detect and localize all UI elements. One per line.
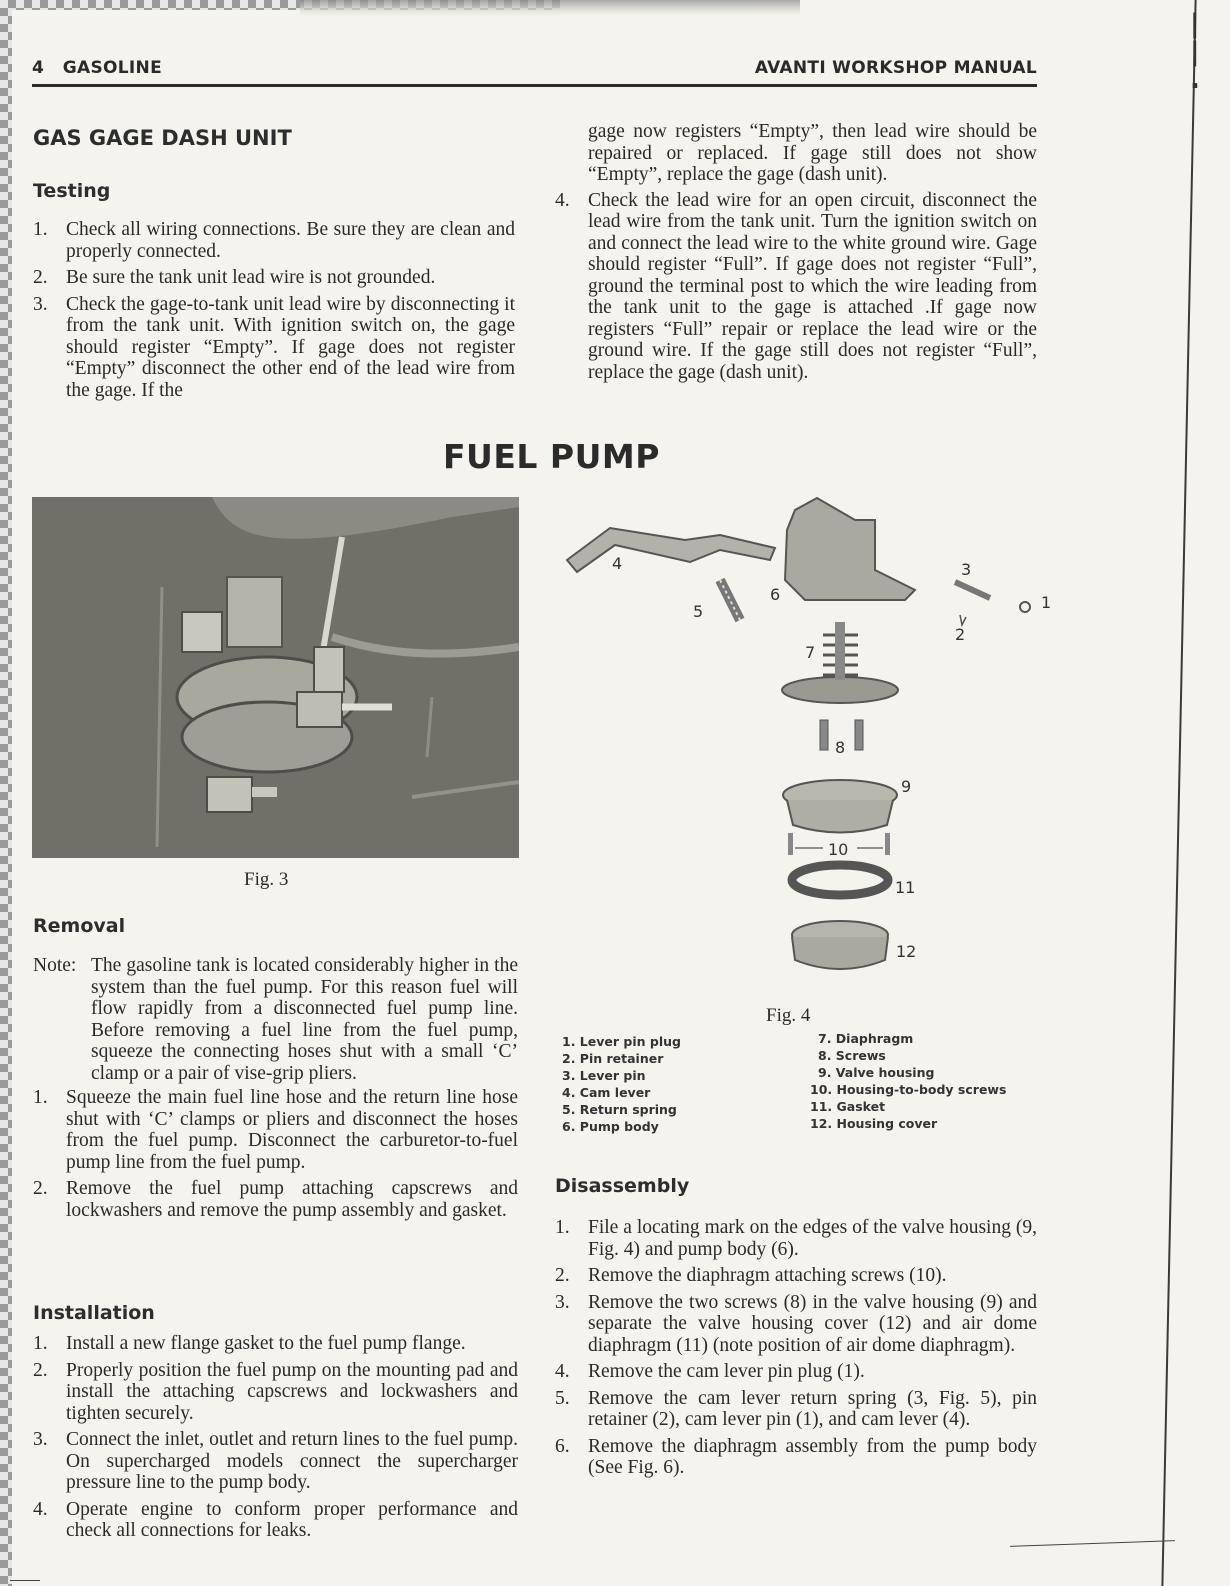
fig4-label-7: 7 bbox=[805, 643, 816, 662]
step-text: File a locating mark on the edges of the valve housing (9, Fig. 4) and pump body (6). bbox=[588, 1217, 1037, 1260]
fig4-label-2: 2 bbox=[955, 625, 966, 644]
step-number: 2. bbox=[33, 267, 48, 288]
testing-step-continued: gage now registers “Empty”, then lead wire should be repaired or replaced. If gage still does not show “Empty”, replace the gage (dash unit). bbox=[588, 121, 1037, 185]
fig4-label-3: 3 bbox=[961, 560, 972, 579]
housing-cover-part bbox=[792, 921, 888, 969]
step-text: Install a new flange gasket to the fuel pump flange. bbox=[66, 1333, 466, 1354]
parts-list-item: 1. Lever pin plug bbox=[562, 1034, 681, 1049]
installation-step bbox=[33, 1333, 518, 1355]
scan-smudge bbox=[300, 0, 800, 16]
parts-list-item: 10. Housing-to-body screws bbox=[810, 1082, 1007, 1097]
step-number: 1. bbox=[555, 1217, 570, 1238]
fig4-label-10: 10 bbox=[828, 840, 849, 859]
testing-heading: Testing bbox=[33, 180, 111, 202]
step-text: Properly position the fuel pump on the mounting pad and install the attaching capscrews and lockwashers and tighten securely. bbox=[66, 1359, 518, 1424]
section-name: GASOLINE bbox=[62, 58, 163, 78]
installation-step bbox=[33, 1499, 518, 1542]
removal-step bbox=[33, 1178, 518, 1221]
disassembly-heading: Disassembly bbox=[555, 1175, 690, 1197]
fig4-caption: Fig. 4 bbox=[766, 1005, 811, 1026]
testing-steps-left bbox=[33, 219, 515, 406]
parts-list-item: 8. Screws bbox=[818, 1048, 886, 1063]
step-number: 6. bbox=[555, 1435, 570, 1457]
step-text: Remove the diaphragm assembly from the pump body (See Fig. 6). bbox=[588, 1435, 1037, 1478]
step-number: 2. bbox=[33, 1359, 48, 1381]
step-number: 4. bbox=[555, 1361, 570, 1382]
disassembly-step bbox=[555, 1217, 1037, 1260]
step-number: 3. bbox=[33, 1429, 48, 1450]
fig4-label-8: 8 bbox=[835, 738, 846, 757]
installation-section bbox=[33, 1333, 518, 1547]
lever-pin-part bbox=[955, 582, 990, 598]
step-number: 1. bbox=[33, 219, 48, 240]
fig3-caption: Fig. 3 bbox=[244, 869, 289, 890]
parts-list-item: 4. Cam lever bbox=[562, 1085, 651, 1100]
disassembly-step bbox=[555, 1265, 1037, 1287]
step-number: 2. bbox=[555, 1265, 570, 1286]
removal-heading: Removal bbox=[33, 915, 126, 937]
manual-title: AVANTI WORKSHOP MANUAL bbox=[754, 58, 1037, 78]
parts-list-item: 2. Pin retainer bbox=[562, 1051, 664, 1066]
step-number: 1. bbox=[33, 1333, 48, 1354]
lever-pin-plug-part bbox=[1020, 602, 1030, 612]
step-text: Squeeze the main fuel line hose and the return line hose shut with ‘C’ clamps or pliers and disconnect the hoses from the fuel pump. Disconnect the carburetor-to-fuel pump line from the fuel pump. bbox=[66, 1087, 518, 1173]
disassembly-step bbox=[555, 1436, 1037, 1479]
step-number: 5. bbox=[555, 1387, 570, 1409]
installation-step bbox=[33, 1429, 518, 1494]
disassembly-step bbox=[555, 1292, 1037, 1357]
step-text: Check the lead wire for an open circuit, disconnect the lead wire from the tank unit. Turn the ignition switch on and connect the lead wire to the white ground wire. Gage should register “Full”. If gage does not register “Full”, ground the terminal post to which the wire leading from the tank unit to the gage is attached .If gage now registers “Full” repair or replace the lead wire or the ground wire. If the gage still does not register “Full”, replace the gage (dash unit). bbox=[588, 189, 1037, 383]
page-corner-mark bbox=[10, 1580, 40, 1581]
step-text: Check all wiring connections. Be sure they are clean and properly connected. bbox=[66, 219, 515, 262]
fig4-label-5: 5 bbox=[693, 602, 704, 621]
page-header bbox=[32, 58, 1037, 87]
page-number: 4 bbox=[32, 58, 45, 78]
testing-step bbox=[33, 294, 515, 402]
step-text: Be sure the tank unit lead wire is not grounded. bbox=[66, 267, 436, 288]
parts-list-right bbox=[810, 1030, 1006, 1132]
disassembly-step bbox=[555, 1361, 1037, 1383]
pin-retainer-part bbox=[960, 615, 966, 625]
note-text: The gasoline tank is located considerably higher in the system than the fuel pump. For this reason fuel will flow rapidly from a disconnected fuel pump line. Before removing a fuel line from the fuel pump, squeeze the connecting hoses shut with a small ‘C’ clamp or a pair of vise-grip pliers. bbox=[91, 955, 518, 1084]
parts-list-item: 12. Housing cover bbox=[810, 1116, 938, 1131]
step-text: Remove the cam lever pin plug (1). bbox=[588, 1361, 865, 1382]
valve-housing-part bbox=[783, 780, 897, 833]
step-text: Operate engine to conform proper performance and check all connections for leaks. bbox=[66, 1498, 518, 1541]
fig3-photo bbox=[32, 497, 519, 858]
parts-list-item: 9. Valve housing bbox=[818, 1065, 935, 1080]
fig4-label-12: 12 bbox=[896, 942, 917, 961]
pump-body-part bbox=[785, 498, 915, 600]
parts-list-item: 7. Diaphragm bbox=[818, 1031, 914, 1046]
page-bottom-edge bbox=[1010, 1540, 1175, 1547]
fig4-label-1: 1 bbox=[1041, 593, 1052, 612]
fig4-label-11: 11 bbox=[895, 878, 916, 897]
margin-marks: | | . bbox=[1190, 9, 1200, 95]
fuel-pump-photo-illustration bbox=[32, 497, 519, 858]
parts-list-item: 5. Return spring bbox=[562, 1102, 677, 1117]
fig4-exploded-diagram bbox=[555, 490, 1055, 1010]
cam-lever-part bbox=[567, 528, 775, 572]
parts-list-item: 6. Pump body bbox=[562, 1119, 659, 1134]
note-label: Note: bbox=[33, 955, 77, 976]
fuel-pump-title: FUEL PUMP bbox=[443, 437, 660, 476]
removal-note bbox=[33, 955, 518, 1084]
parts-list-item: 11. Gasket bbox=[810, 1099, 886, 1114]
testing-step bbox=[33, 219, 515, 262]
gasket-part bbox=[792, 865, 888, 895]
step-number: 3. bbox=[555, 1291, 570, 1313]
fig4-label-4: 4 bbox=[612, 554, 623, 573]
step-number: 3. bbox=[33, 293, 48, 315]
fuel-pump-exploded-illustration bbox=[555, 490, 1055, 1010]
fig4-label-6: 6 bbox=[770, 585, 781, 604]
step-number: 4. bbox=[555, 189, 570, 211]
testing-step bbox=[33, 267, 515, 289]
removal-step bbox=[33, 1087, 518, 1173]
step-text: Remove the cam lever return spring (3, Fig. 5), pin retainer (2), cam lever pin (1), and cam lever (4). bbox=[588, 1387, 1037, 1430]
fig4-label-9: 9 bbox=[901, 777, 912, 796]
gas-gage-title: GAS GAGE DASH UNIT bbox=[33, 126, 292, 150]
return-spring-part bbox=[720, 580, 740, 620]
step-text: Remove the two screws (8) in the valve housing (9) and separate the valve housing cover (12) and air dome diaphragm (11) (note position of air dome diaphragm). bbox=[588, 1291, 1037, 1356]
disassembly-step bbox=[555, 1388, 1037, 1431]
page-edge bbox=[1161, 0, 1196, 1586]
diaphragm-part bbox=[782, 622, 898, 703]
removal-section bbox=[33, 955, 518, 1226]
step-number: 1. bbox=[33, 1087, 48, 1108]
step-text: Check the gage-to-tank unit lead wire by disconnecting it from the tank unit. With ignition switch on, the gage should register “Empty”. If gage does not register “Empty” disconnect the other end of the lead wire from the gage. If the bbox=[66, 293, 515, 401]
header-left bbox=[32, 58, 162, 78]
disassembly-section bbox=[555, 1217, 1037, 1484]
step-text: Remove the diaphragm attaching screws (10). bbox=[588, 1265, 947, 1286]
parts-list-item: 3. Lever pin bbox=[562, 1068, 646, 1083]
installation-heading: Installation bbox=[33, 1302, 155, 1324]
step-text: Remove the fuel pump attaching capscrews and lockwashers and remove the pump assembly and gasket. bbox=[66, 1178, 518, 1221]
step-number: 2. bbox=[33, 1178, 48, 1199]
step-text: Connect the inlet, outlet and return lines to the fuel pump. On supercharged models connect the supercharger pressure line to the pump body. bbox=[66, 1429, 518, 1493]
installation-step bbox=[33, 1360, 518, 1425]
parts-list-left bbox=[562, 1033, 681, 1135]
testing-steps-right bbox=[555, 121, 1037, 388]
scan-border-left bbox=[0, 0, 12, 1586]
step-number: 4. bbox=[33, 1498, 48, 1520]
testing-step bbox=[555, 190, 1037, 384]
